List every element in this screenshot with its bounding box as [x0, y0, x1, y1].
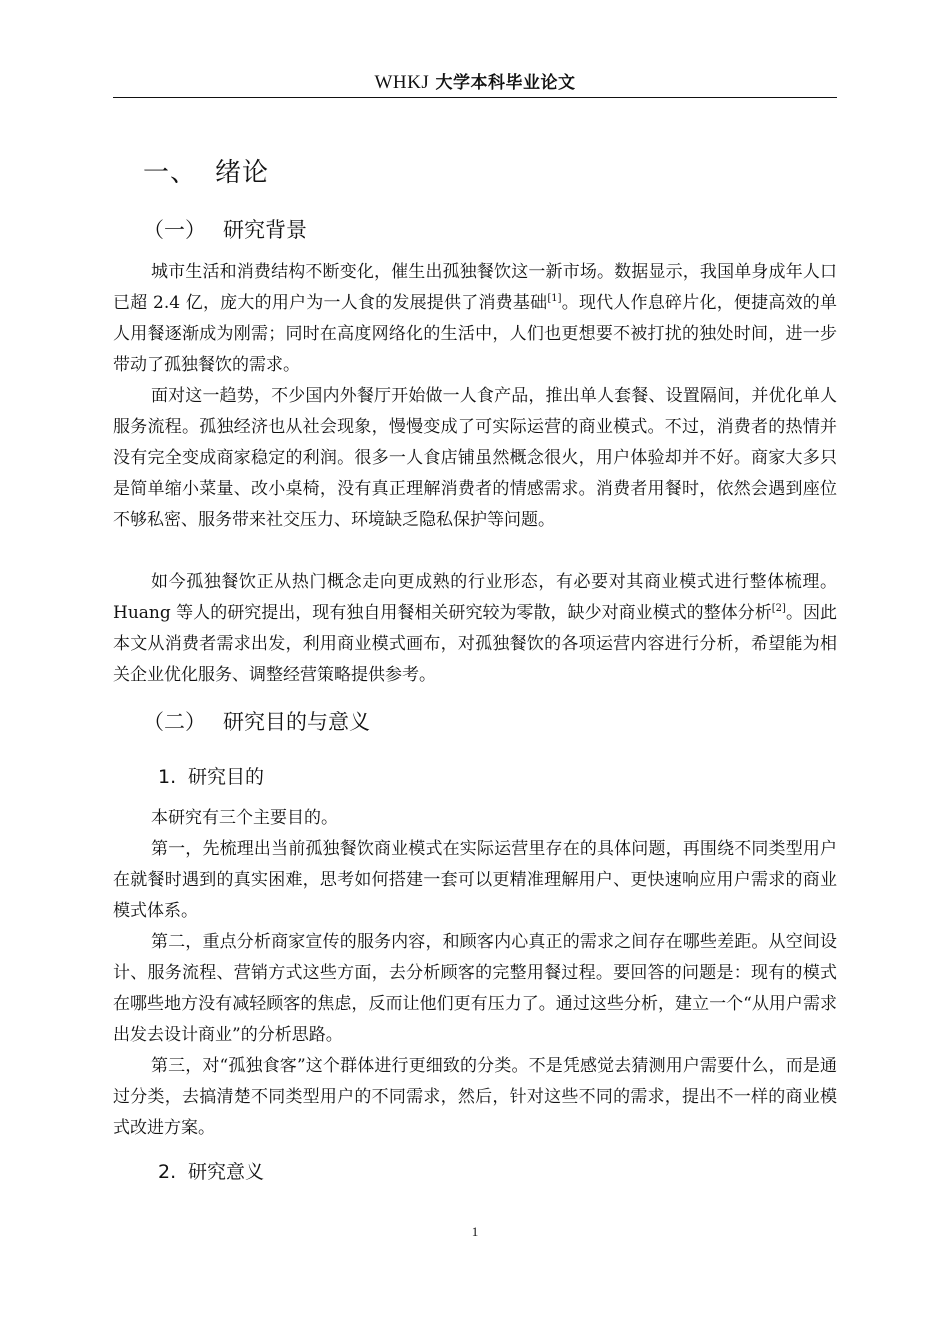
section-title: 研究目的与意义	[223, 710, 370, 734]
subsection-title: 研究意义	[188, 1161, 265, 1183]
paragraph-text: 城市生活和消费结构不断变化，催生出孤独餐饮这一新市场。数据显示，我国单身成年人口已超 2.4 亿，庞大的用户为一人食的发展提供了消费基础	[113, 262, 837, 313]
chapter-number: 一、	[143, 158, 198, 188]
paragraph-text: 。现代人作息碎片化，便捷高效的单人用餐逐渐成为刚需；同时在高度网络化的生活中，人们也更想要不被打扰的独处时间，进一步带动了孤独餐饮的需求。	[113, 293, 838, 375]
subsection-number: 2.	[158, 1161, 177, 1183]
section-heading-background	[143, 214, 307, 244]
paragraph-purpose-3: 第三，对“孤独食客”这个群体进行更细致的分类。不是凭感觉去猜测用户需要什么，而是通过分类，去搞清楚不同类型用户的不同需求，然后，针对这些不同的需求，提出不一样的商业模式改进方案。	[113, 1056, 837, 1138]
paragraph-text: 如今孤独餐饮正从热门概念走向更成熟的行业形态，有必要对其商业模式进行整体梳理。Huang 等人的研究提出，现有独自用餐相关研究较为零散，缺少对商业模式的整体分析	[113, 572, 837, 623]
page-number: 1	[471, 1224, 479, 1239]
paragraph-purpose-1: 第一，先梳理出当前孤独餐饮商业模式在实际运营里存在的具体问题，再围绕不同类型用户在就餐时遇到的真实困难，思考如何搭建一套可以更精准理解用户、更快速响应用户需求的商业模式体系。	[113, 839, 837, 921]
paragraph-background-2: 面对这一趋势，不少国内外餐厅开始做一人食产品，推出单人套餐、设置隔间，并优化单人服务流程。孤独经济也从社会现象，慢慢变成了可实际运营的商业模式。不过，消费者的热情并没有完全变成商家稳定的利润。很多一人食店铺虽然概念很火，用户体验却并不好。商家大多只是简单缩小菜量、改小桌椅，没有真正理解消费者的情感需求。消费者用餐时，依然会遇到座位不够私密、服务带来社交压力、环境缺乏隐私保护等问题。	[113, 386, 837, 530]
page-header	[113, 68, 837, 98]
subsection-number: 1.	[158, 766, 177, 788]
section-heading-purpose	[143, 706, 370, 736]
citation-ref: [2]	[771, 603, 786, 614]
paragraph-purpose-2: 第二，重点分析商家宣传的服务内容，和顾客内心真正的需求之间存在哪些差距。从空间设计、服务流程、营销方式这些方面，去分析顾客的完整用餐过程。要回答的问题是：现有的模式在哪些地方没有减轻顾客的焦虑，反而让他们更有压力了。通过这些分析，建立一个“从用户需求出发去设计商业”的分析思路。	[113, 932, 837, 1045]
subsection-heading-purpose	[158, 762, 264, 789]
header-rule	[113, 97, 837, 98]
chapter-heading	[143, 152, 269, 189]
header-title: 大学本科毕业论文	[435, 73, 576, 93]
paragraph-purpose-intro: 本研究有三个主要目的。	[151, 808, 338, 828]
chapter-title: 绪论	[215, 158, 270, 188]
section-number: （二）	[143, 710, 206, 734]
section-number: （一）	[143, 218, 206, 242]
header-latin: WHKJ	[374, 72, 430, 93]
citation-ref: [1]	[547, 293, 562, 304]
paragraph-text: 。因此本文从消费者需求出发，利用商业模式画布，对孤独餐饮的各项运营内容进行分析，希望能为相关企业优化服务、调整经营策略提供参考。	[113, 603, 837, 685]
paragraph-background-3	[113, 567, 837, 691]
paragraph-background-1	[113, 257, 837, 381]
subsection-heading-significance	[158, 1157, 264, 1184]
subsection-title: 研究目的	[188, 766, 265, 788]
section-title: 研究背景	[223, 218, 307, 242]
